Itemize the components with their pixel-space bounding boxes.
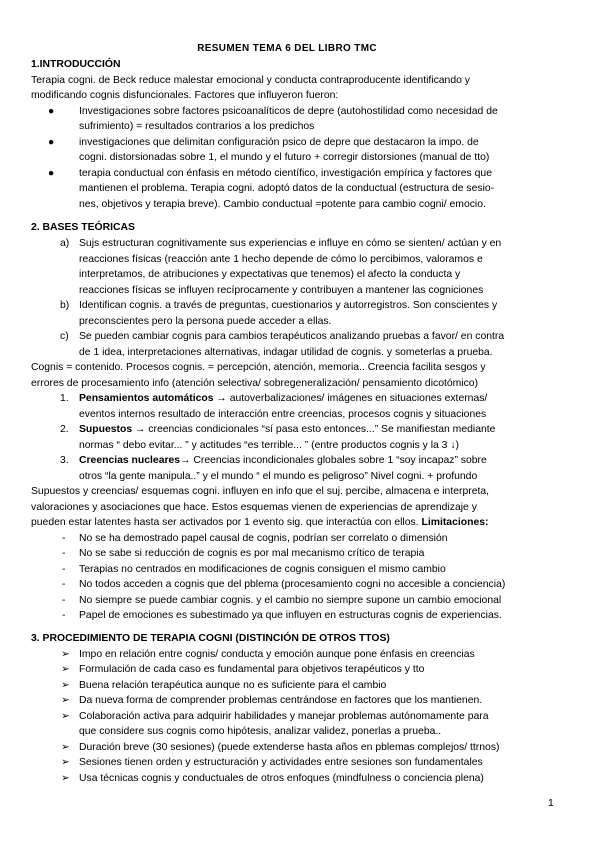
bullet-line: Investigaciones sobre factores psicoanalíticos de depre (autohostilidad como necesidad de <box>79 106 498 117</box>
bullet-line: nes, objetivos y terapia breve). Cambio conductual =potente para cambio cogni/ emocio. <box>79 199 486 210</box>
list-marker-b: b) <box>60 300 70 311</box>
arrow-item: Colaboración activa para adquirir habilidades y manejar problemas autónomamente para <box>79 711 489 722</box>
arrow-item: Da nueva forma de comprender problemas centrándose en factores que los mantienen. <box>79 695 483 706</box>
numbered-marker-1: 1. <box>60 393 69 404</box>
list-line: Sujs estructuran cognitivamente sus experiencias e influye en cómo se sienten/ actúan y en <box>79 238 502 249</box>
section-3-heading: 3. PROCEDIMIENTO DE TERAPIA COGNI (DISTINCIÓN DE OTROS TTOS) <box>31 633 390 644</box>
numbered-marker-2: 2. <box>60 424 69 435</box>
paragraph-line <box>31 516 488 530</box>
numbered-line <box>79 392 487 406</box>
paragraph-line: valoraciones y asociaciones que hace. Estos esquemas vienen de experiencias de aprendizaje y <box>31 502 477 513</box>
section-2-heading: 2. BASES TEÓRICAS <box>31 222 135 233</box>
bullet-line: investigaciones que delimitan configuración psico de depre que destacaron la impo. de <box>79 137 479 148</box>
arrow-item: que considere sus cognis como hipótesis, analizar validez, ponerlas a prueba.. <box>79 726 442 737</box>
arrow-item: Formulación de cada caso es fundamental para objetivos terapéuticos y tto <box>79 664 425 675</box>
list-line: de 1 idea, interpretaciones alternativas, indagar utilidad de cognis. y someterlas a prueba. <box>79 347 493 358</box>
bullet-line: cogni. distorsionadas sobre 1, el mundo y el futuro + corregir distorsiones (manual de tto) <box>79 152 490 163</box>
dash-marker: - <box>62 533 66 544</box>
term-definition: → autoverbalizaciones/ imágenes en situaciones externas/ <box>213 393 488 404</box>
limitation-item: No todos acceden a cognis que del pblema (procesamiento cogni no accesible a conciencia) <box>79 579 506 590</box>
term-definition: → Creencias incondicionales globales sobre 1 “soy incapaz” sobre <box>180 455 487 466</box>
term-creencias-nucleares: Creencias nucleares <box>79 455 181 466</box>
bullet-line: mantienen el problema. Terapia cogni. adoptó datos de la conductual (estructura de sesio- <box>79 183 495 194</box>
arrow-bullet-icon: ➢ <box>61 742 70 753</box>
document-title: RESUMEN TEMA 6 DEL LIBRO TMC <box>197 43 377 54</box>
arrow-bullet-icon: ➢ <box>61 757 70 768</box>
numbered-line <box>79 454 487 468</box>
arrow-bullet-icon: ➢ <box>61 773 70 784</box>
page-number: 1 <box>548 798 554 809</box>
list-line: interpretamos, de atribuciones y expectativas que tenemos) el afecto la conducta y <box>79 269 461 280</box>
section-1-heading: 1.INTRODUCCIÓN <box>31 59 121 70</box>
arrow-item: Duración breve (30 sesiones) (puede extenderse hasta años en pblemas complejos/ ttrnos) <box>79 742 500 753</box>
arrow-bullet-icon: ➢ <box>61 680 70 691</box>
list-line: preconscientes pero la persona puede acceder a ellas. <box>79 316 332 327</box>
list-line: reacciones físicas se influyen recíprocamente y contribuyen a mantener las cogniciones <box>79 285 484 296</box>
limitation-item: Papel de emociones es subestimado ya que influyen en estructuras cognis de experiencias. <box>79 610 502 621</box>
numbered-line <box>79 423 495 437</box>
list-line: Identifican cognis. a través de preguntas, cuestionarios y autorregistros. Son conscientes y <box>79 300 498 311</box>
paragraph-line: Supuestos y creencias/ esquemas cogni. influyen en info que el suj. percibe, almacena e interpreta, <box>31 486 490 497</box>
paragraph-line: Cognis = contenido. Procesos cognis. = percepción, atención, memoria.. Creencia facilita sesgos y <box>31 362 486 373</box>
bullet-line: sufrimiento) = resultados contrarios a los predichos <box>79 121 315 132</box>
numbered-marker-3: 3. <box>60 455 69 466</box>
limitaciones-label: Limitaciones: <box>421 517 489 528</box>
numbered-line: otros “la gente manipula..” y el mundo “ el mundo es peligroso” Nivel cogni. + profundo <box>79 471 478 482</box>
bullet-dot: ● <box>48 106 55 117</box>
arrow-item: Usa técnicas cognis y conductuales de otros enfoques (mindfulness o conciencia plena) <box>79 773 484 784</box>
list-line: Se pueden cambiar cognis para cambios terapéuticos analizando pruebas a favor/ en contra <box>79 331 505 342</box>
limitation-item: Terapias no centrados en modificaciones de cognis consiguen el mismo cambio <box>79 564 446 575</box>
dash-marker: - <box>62 579 66 590</box>
term-pensamientos-automaticos: Pensamientos automáticos <box>79 393 214 404</box>
arrow-item: Impo en relación entre cognis/ conducta y emoción aunque pone énfasis en creencias <box>79 649 475 660</box>
term-definition: → creencias condicionales “sí pasa esto entonces...” Se manifiestan mediante <box>132 424 496 435</box>
limitation-item: No se ha demostrado papel causal de cognis, podrían ser correlato o dimensión <box>79 533 448 544</box>
arrow-bullet-icon: ➢ <box>61 664 70 675</box>
bullet-line: terapia conductual con énfasis en método científico, investigación empírica y factores que <box>79 168 492 179</box>
dash-marker: - <box>62 595 66 606</box>
dash-marker: - <box>62 564 66 575</box>
arrow-bullet-icon: ➢ <box>61 711 70 722</box>
list-marker-a: a) <box>60 238 70 249</box>
list-marker-c: c) <box>60 331 69 342</box>
paragraph-line: modificando cognis disfuncionales. Factores que influyeron fueron: <box>31 90 339 101</box>
list-line: reacciones físicas (reacción ante 1 hecho depende de cómo lo percibimos, valoramos e <box>79 254 483 265</box>
arrow-item: Sesiones tienen orden y estructuración y actividades entre sesiones son fundamentales <box>79 757 483 768</box>
bullet-dot: ● <box>48 137 55 148</box>
limitation-item: No siempre se puede cambiar cognis. y el cambio no siempre supone un cambio emocional <box>79 595 502 606</box>
term-supuestos: Supuestos <box>79 424 133 435</box>
dash-marker: - <box>62 548 66 559</box>
dash-marker: - <box>62 610 66 621</box>
numbered-line: eventos internos resultado de interacción entre creencias, procesos cognis y situaciones <box>79 409 487 420</box>
arrow-item: Buena relación terapéutica aunque no es suficiente para el cambio <box>79 680 387 691</box>
paragraph-text: pueden estar latentes hasta ser activados por 1 evento sig. que interactúa con ellos. <box>31 517 422 528</box>
arrow-bullet-icon: ➢ <box>61 695 70 706</box>
numbered-line: normas “ debo evitar... ” y actitudes “es terrible... ” (entre productos cognis y la 3 ↓) <box>79 440 459 451</box>
bullet-dot: ● <box>48 168 55 179</box>
paragraph-line: Terapia cogni. de Beck reduce malestar emocional y conducta contraproducente identificando y <box>31 75 470 86</box>
arrow-bullet-icon: ➢ <box>61 649 70 660</box>
paragraph-line: errores de procesamiento info (atención selectiva/ sobregeneralización/ pensamiento dicotómico) <box>31 378 479 389</box>
limitation-item: No se sabe si reducción de cognis es por mal mecanismo crítico de terapia <box>79 548 425 559</box>
